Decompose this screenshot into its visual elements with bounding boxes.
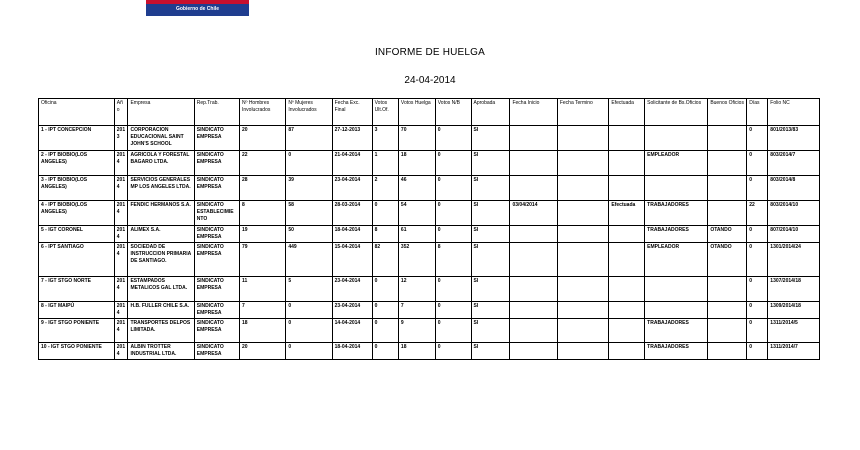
cell-fecha-termino [557, 126, 609, 151]
cell-hombres: 7 [240, 302, 286, 319]
cell-rep-trab: SINDICATO EMPRESA [194, 277, 239, 302]
cell-votos-nb: 0 [435, 201, 471, 226]
table-row [39, 302, 820, 319]
cell-solicitante: EMPLEADOR [645, 243, 708, 277]
col-buenos-oficios: Buenos Oficios [708, 99, 747, 126]
table-row [39, 343, 820, 360]
cell-fecha-exc-final: 23-04-2014 [332, 277, 372, 302]
cell-oficina: 5 - IGT CORONEL [39, 226, 115, 243]
cell-empresa: CORPORACION EDUCACIONAL SAINT JOHN'S SCHOOL [128, 126, 194, 151]
cell-buenos-oficios [708, 302, 747, 319]
cell-solicitante: TRABAJADORES [645, 319, 708, 343]
cell-aprobada: SI [471, 243, 510, 277]
cell-anio: 2013 [114, 126, 128, 151]
cell-buenos-oficios: OTANDO [708, 243, 747, 277]
cell-empresa: ALIMEX S.A. [128, 226, 194, 243]
cell-solicitante [645, 126, 708, 151]
cell-fecha-termino [557, 201, 609, 226]
cell-votos-ult-of: 82 [372, 243, 398, 277]
cell-votos-nb: 0 [435, 277, 471, 302]
logo-flag-band [146, 0, 249, 4]
cell-efectuada [609, 319, 645, 343]
cell-dias: 0 [747, 277, 768, 302]
cell-fecha-exc-final: 21-04-2014 [332, 151, 372, 176]
cell-buenos-oficios [708, 126, 747, 151]
cell-hombres: 19 [240, 226, 286, 243]
cell-rep-trab: SINDICATO EMPRESA [194, 226, 239, 243]
cell-efectuada [609, 176, 645, 201]
cell-efectuada [609, 243, 645, 277]
cell-fecha-exc-final: 18-04-2014 [332, 226, 372, 243]
cell-anio: 2014 [114, 277, 128, 302]
cell-mujeres: 58 [286, 201, 332, 226]
cell-dias: 0 [747, 343, 768, 360]
cell-oficina: 6 - IPT SANTIAGO [39, 243, 115, 277]
report-title: INFORME DE HUELGA [374, 47, 486, 58]
cell-rep-trab: SINDICATO EMPRESA [194, 176, 239, 201]
cell-fecha-termino [557, 151, 609, 176]
cell-dias: 0 [747, 319, 768, 343]
cell-hombres: 11 [240, 277, 286, 302]
cell-oficina: 7 - IGT STGO NORTE [39, 277, 115, 302]
cell-fecha-exc-final: 28-03-2014 [332, 201, 372, 226]
cell-oficina: 9 - IGT STGO PONIENTE [39, 319, 115, 343]
cell-empresa: TRANSPORTES DELPOS LIMITADA. [128, 319, 194, 343]
gobierno-logo [146, 0, 249, 16]
cell-efectuada [609, 277, 645, 302]
cell-fecha-termino [557, 343, 609, 360]
col-votos-huelga: Votos Huelga [398, 99, 435, 126]
cell-votos-nb: 0 [435, 151, 471, 176]
cell-efectuada: Efectuada [609, 201, 645, 226]
cell-rep-trab: SINDICATO EMPRESA [194, 302, 239, 319]
cell-votos-huelga: 46 [398, 176, 435, 201]
cell-fecha-exc-final: 23-04-2014 [332, 302, 372, 319]
cell-anio: 2014 [114, 243, 128, 277]
cell-mujeres: 39 [286, 176, 332, 201]
cell-empresa: ESTAMPADOS METALICOS GAL LTDA. [128, 277, 194, 302]
cell-votos-huelga: 18 [398, 343, 435, 360]
cell-aprobada: SI [471, 201, 510, 226]
col-votos-ult-of: Votos Ult.Of. [372, 99, 398, 126]
cell-votos-ult-of: 0 [372, 277, 398, 302]
cell-dias: 0 [747, 226, 768, 243]
table-row [39, 176, 820, 201]
logo-text: Gobierno de Chile [175, 6, 220, 12]
cell-fecha-exc-final: 14-04-2014 [332, 319, 372, 343]
cell-anio: 2014 [114, 201, 128, 226]
cell-rep-trab: SINDICATO EMPRESA [194, 319, 239, 343]
cell-efectuada [609, 151, 645, 176]
table-row [39, 201, 820, 226]
cell-fecha-inicio [510, 176, 557, 201]
cell-hombres: 18 [240, 319, 286, 343]
cell-dias: 0 [747, 126, 768, 151]
cell-aprobada: SI [471, 226, 510, 243]
cell-votos-huelga: 61 [398, 226, 435, 243]
cell-fecha-termino [557, 319, 609, 343]
cell-votos-huelga: 9 [398, 319, 435, 343]
cell-fecha-inicio [510, 302, 557, 319]
cell-fecha-termino [557, 226, 609, 243]
cell-empresa: H.B. FULLER CHILE S.A. [128, 302, 194, 319]
cell-rep-trab: SINDICATO ESTABLECIMIENTO [194, 201, 239, 226]
cell-folio-nc: 801/2013/83 [768, 126, 820, 151]
col-folio-nc: Folio NC [768, 99, 820, 126]
cell-votos-huelga: 18 [398, 151, 435, 176]
cell-anio: 2014 [114, 226, 128, 243]
cell-aprobada: SI [471, 319, 510, 343]
table-row [39, 226, 820, 243]
cell-oficina: 3 - IPT BIOBIO(LOS ANGELES) [39, 176, 115, 201]
cell-fecha-exc-final: 27-12-2013 [332, 126, 372, 151]
cell-votos-ult-of: 0 [372, 319, 398, 343]
cell-mujeres: 50 [286, 226, 332, 243]
strike-report-table [38, 98, 820, 360]
col-dias: Días [747, 99, 768, 126]
col-aprobada: Aprobada [471, 99, 510, 126]
cell-aprobada: SI [471, 176, 510, 201]
cell-folio-nc: 1301/2014/24 [768, 243, 820, 277]
cell-hombres: 28 [240, 176, 286, 201]
cell-solicitante [645, 277, 708, 302]
cell-folio-nc: 1311/2014/7 [768, 343, 820, 360]
cell-votos-huelga: 12 [398, 277, 435, 302]
table-row [39, 243, 820, 277]
cell-folio-nc: 803/2014/8 [768, 176, 820, 201]
cell-mujeres: 0 [286, 151, 332, 176]
cell-dias: 0 [747, 176, 768, 201]
cell-buenos-oficios [708, 277, 747, 302]
cell-buenos-oficios [708, 343, 747, 360]
cell-votos-nb: 0 [435, 319, 471, 343]
cell-folio-nc: 807/2014/10 [768, 226, 820, 243]
cell-mujeres: 0 [286, 319, 332, 343]
col-solicitante: Solicitante de Bs.Oficios [645, 99, 708, 126]
cell-votos-nb: 0 [435, 343, 471, 360]
table-row [39, 126, 820, 151]
cell-fecha-exc-final: 15-04-2014 [332, 243, 372, 277]
cell-hombres: 20 [240, 343, 286, 360]
cell-votos-huelga: 54 [398, 201, 435, 226]
cell-votos-nb: 0 [435, 226, 471, 243]
col-rep-trab: Rep.Trab. [194, 99, 239, 126]
table-row [39, 277, 820, 302]
cell-dias: 0 [747, 243, 768, 277]
cell-folio-nc: 1311/2014/5 [768, 319, 820, 343]
cell-votos-ult-of: 2 [372, 176, 398, 201]
col-mujeres: Nº Mujeres Involucrados [286, 99, 332, 126]
cell-fecha-inicio [510, 126, 557, 151]
cell-rep-trab: SINDICATO EMPRESA [194, 343, 239, 360]
cell-hombres: 79 [240, 243, 286, 277]
col-empresa: Empresa [128, 99, 194, 126]
cell-fecha-inicio: 03/04/2014 [510, 201, 557, 226]
cell-efectuada [609, 226, 645, 243]
cell-solicitante: EMPLEADOR [645, 151, 708, 176]
cell-votos-nb: 8 [435, 243, 471, 277]
cell-empresa: FENDIC HERMANOS S.A. [128, 201, 194, 226]
cell-efectuada [609, 302, 645, 319]
cell-votos-ult-of: 0 [372, 302, 398, 319]
col-oficina: Oficina [39, 99, 115, 126]
cell-votos-nb: 0 [435, 302, 471, 319]
cell-hombres: 20 [240, 126, 286, 151]
cell-solicitante: TRABAJADORES [645, 226, 708, 243]
cell-aprobada: SI [471, 151, 510, 176]
cell-votos-huelga: 7 [398, 302, 435, 319]
cell-votos-nb: 0 [435, 126, 471, 151]
cell-buenos-oficios [708, 201, 747, 226]
cell-folio-nc: 803/2014/7 [768, 151, 820, 176]
cell-fecha-termino [557, 277, 609, 302]
cell-dias: 0 [747, 302, 768, 319]
cell-votos-ult-of: 3 [372, 126, 398, 151]
table-row [39, 319, 820, 343]
cell-aprobada: SI [471, 277, 510, 302]
table-header-row [39, 99, 820, 126]
table-row [39, 151, 820, 176]
cell-anio: 2014 [114, 319, 128, 343]
cell-solicitante: TRABAJADORES [645, 201, 708, 226]
col-hombres: Nº Hombres Involucrados [240, 99, 286, 126]
cell-fecha-inicio [510, 343, 557, 360]
col-fecha-termino: Fecha Termino [557, 99, 609, 126]
cell-votos-ult-of: 1 [372, 151, 398, 176]
cell-votos-huelga: 70 [398, 126, 435, 151]
cell-oficina: 2 - IPT BIOBIO(LOS ANGELES) [39, 151, 115, 176]
cell-oficina: 10 - IGT STGO PONIENTE [39, 343, 115, 360]
cell-mujeres: 87 [286, 126, 332, 151]
cell-folio-nc: 1307/2014/18 [768, 277, 820, 302]
col-anio: Año [114, 99, 128, 126]
cell-aprobada: SI [471, 343, 510, 360]
cell-fecha-inicio [510, 319, 557, 343]
cell-solicitante: TRABAJADORES [645, 343, 708, 360]
cell-dias: 0 [747, 151, 768, 176]
cell-oficina: 1 - IPT CONCEPCION [39, 126, 115, 151]
cell-buenos-oficios: OTANDO [708, 226, 747, 243]
cell-buenos-oficios [708, 176, 747, 201]
cell-votos-ult-of: 0 [372, 343, 398, 360]
cell-mujeres: 449 [286, 243, 332, 277]
cell-rep-trab: SINDICATO EMPRESA [194, 243, 239, 277]
cell-solicitante [645, 176, 708, 201]
cell-empresa: AGRICOLA Y FORESTAL BAGARO LTDA. [128, 151, 194, 176]
col-fecha-inicio: Fecha Inicio [510, 99, 557, 126]
cell-votos-nb: 0 [435, 176, 471, 201]
cell-anio: 2014 [114, 176, 128, 201]
cell-fecha-inicio [510, 243, 557, 277]
col-fecha-exc-final: Fecha Exc. Final [332, 99, 372, 126]
cell-mujeres: 5 [286, 277, 332, 302]
cell-fecha-termino [557, 176, 609, 201]
cell-fecha-inicio [510, 151, 557, 176]
cell-hombres: 22 [240, 151, 286, 176]
col-efectuada: Efectuada [609, 99, 645, 126]
cell-buenos-oficios [708, 151, 747, 176]
cell-fecha-inicio [510, 277, 557, 302]
cell-fecha-termino [557, 302, 609, 319]
cell-anio: 2014 [114, 343, 128, 360]
cell-rep-trab: SINDICATO EMPRESA [194, 151, 239, 176]
cell-votos-ult-of: 8 [372, 226, 398, 243]
cell-fecha-inicio [510, 226, 557, 243]
cell-efectuada [609, 343, 645, 360]
cell-mujeres: 0 [286, 302, 332, 319]
cell-fecha-exc-final: 23-04-2014 [332, 176, 372, 201]
cell-mujeres: 0 [286, 343, 332, 360]
cell-solicitante [645, 302, 708, 319]
cell-folio-nc: 1309/2014/18 [768, 302, 820, 319]
cell-folio-nc: 803/2014/10 [768, 201, 820, 226]
cell-empresa: SERVICIOS GENERALES MP LOS ANGELES LTDA. [128, 176, 194, 201]
cell-oficina: 8 - IGT MAIPÚ [39, 302, 115, 319]
cell-aprobada: SI [471, 302, 510, 319]
cell-empresa: SOCIEDAD DE INSTRUCCION PRIMARIA DE SANTIAGO. [128, 243, 194, 277]
cell-dias: 22 [747, 201, 768, 226]
cell-rep-trab: SINDICATO EMPRESA [194, 126, 239, 151]
cell-votos-huelga: 352 [398, 243, 435, 277]
cell-anio: 2014 [114, 151, 128, 176]
col-votos-nb: Votos N/B [435, 99, 471, 126]
report-date: 24-04-2014 [404, 75, 456, 86]
cell-hombres: 8 [240, 201, 286, 226]
cell-anio: 2014 [114, 302, 128, 319]
cell-buenos-oficios [708, 319, 747, 343]
cell-aprobada: SI [471, 126, 510, 151]
cell-votos-ult-of: 0 [372, 201, 398, 226]
cell-empresa: ALBIN TROTTER INDUSTRIAL LTDA. [128, 343, 194, 360]
cell-efectuada [609, 126, 645, 151]
cell-fecha-termino [557, 243, 609, 277]
cell-oficina: 4 - IPT BIOBIO(LOS ANGELES) [39, 201, 115, 226]
cell-fecha-exc-final: 18-04-2014 [332, 343, 372, 360]
